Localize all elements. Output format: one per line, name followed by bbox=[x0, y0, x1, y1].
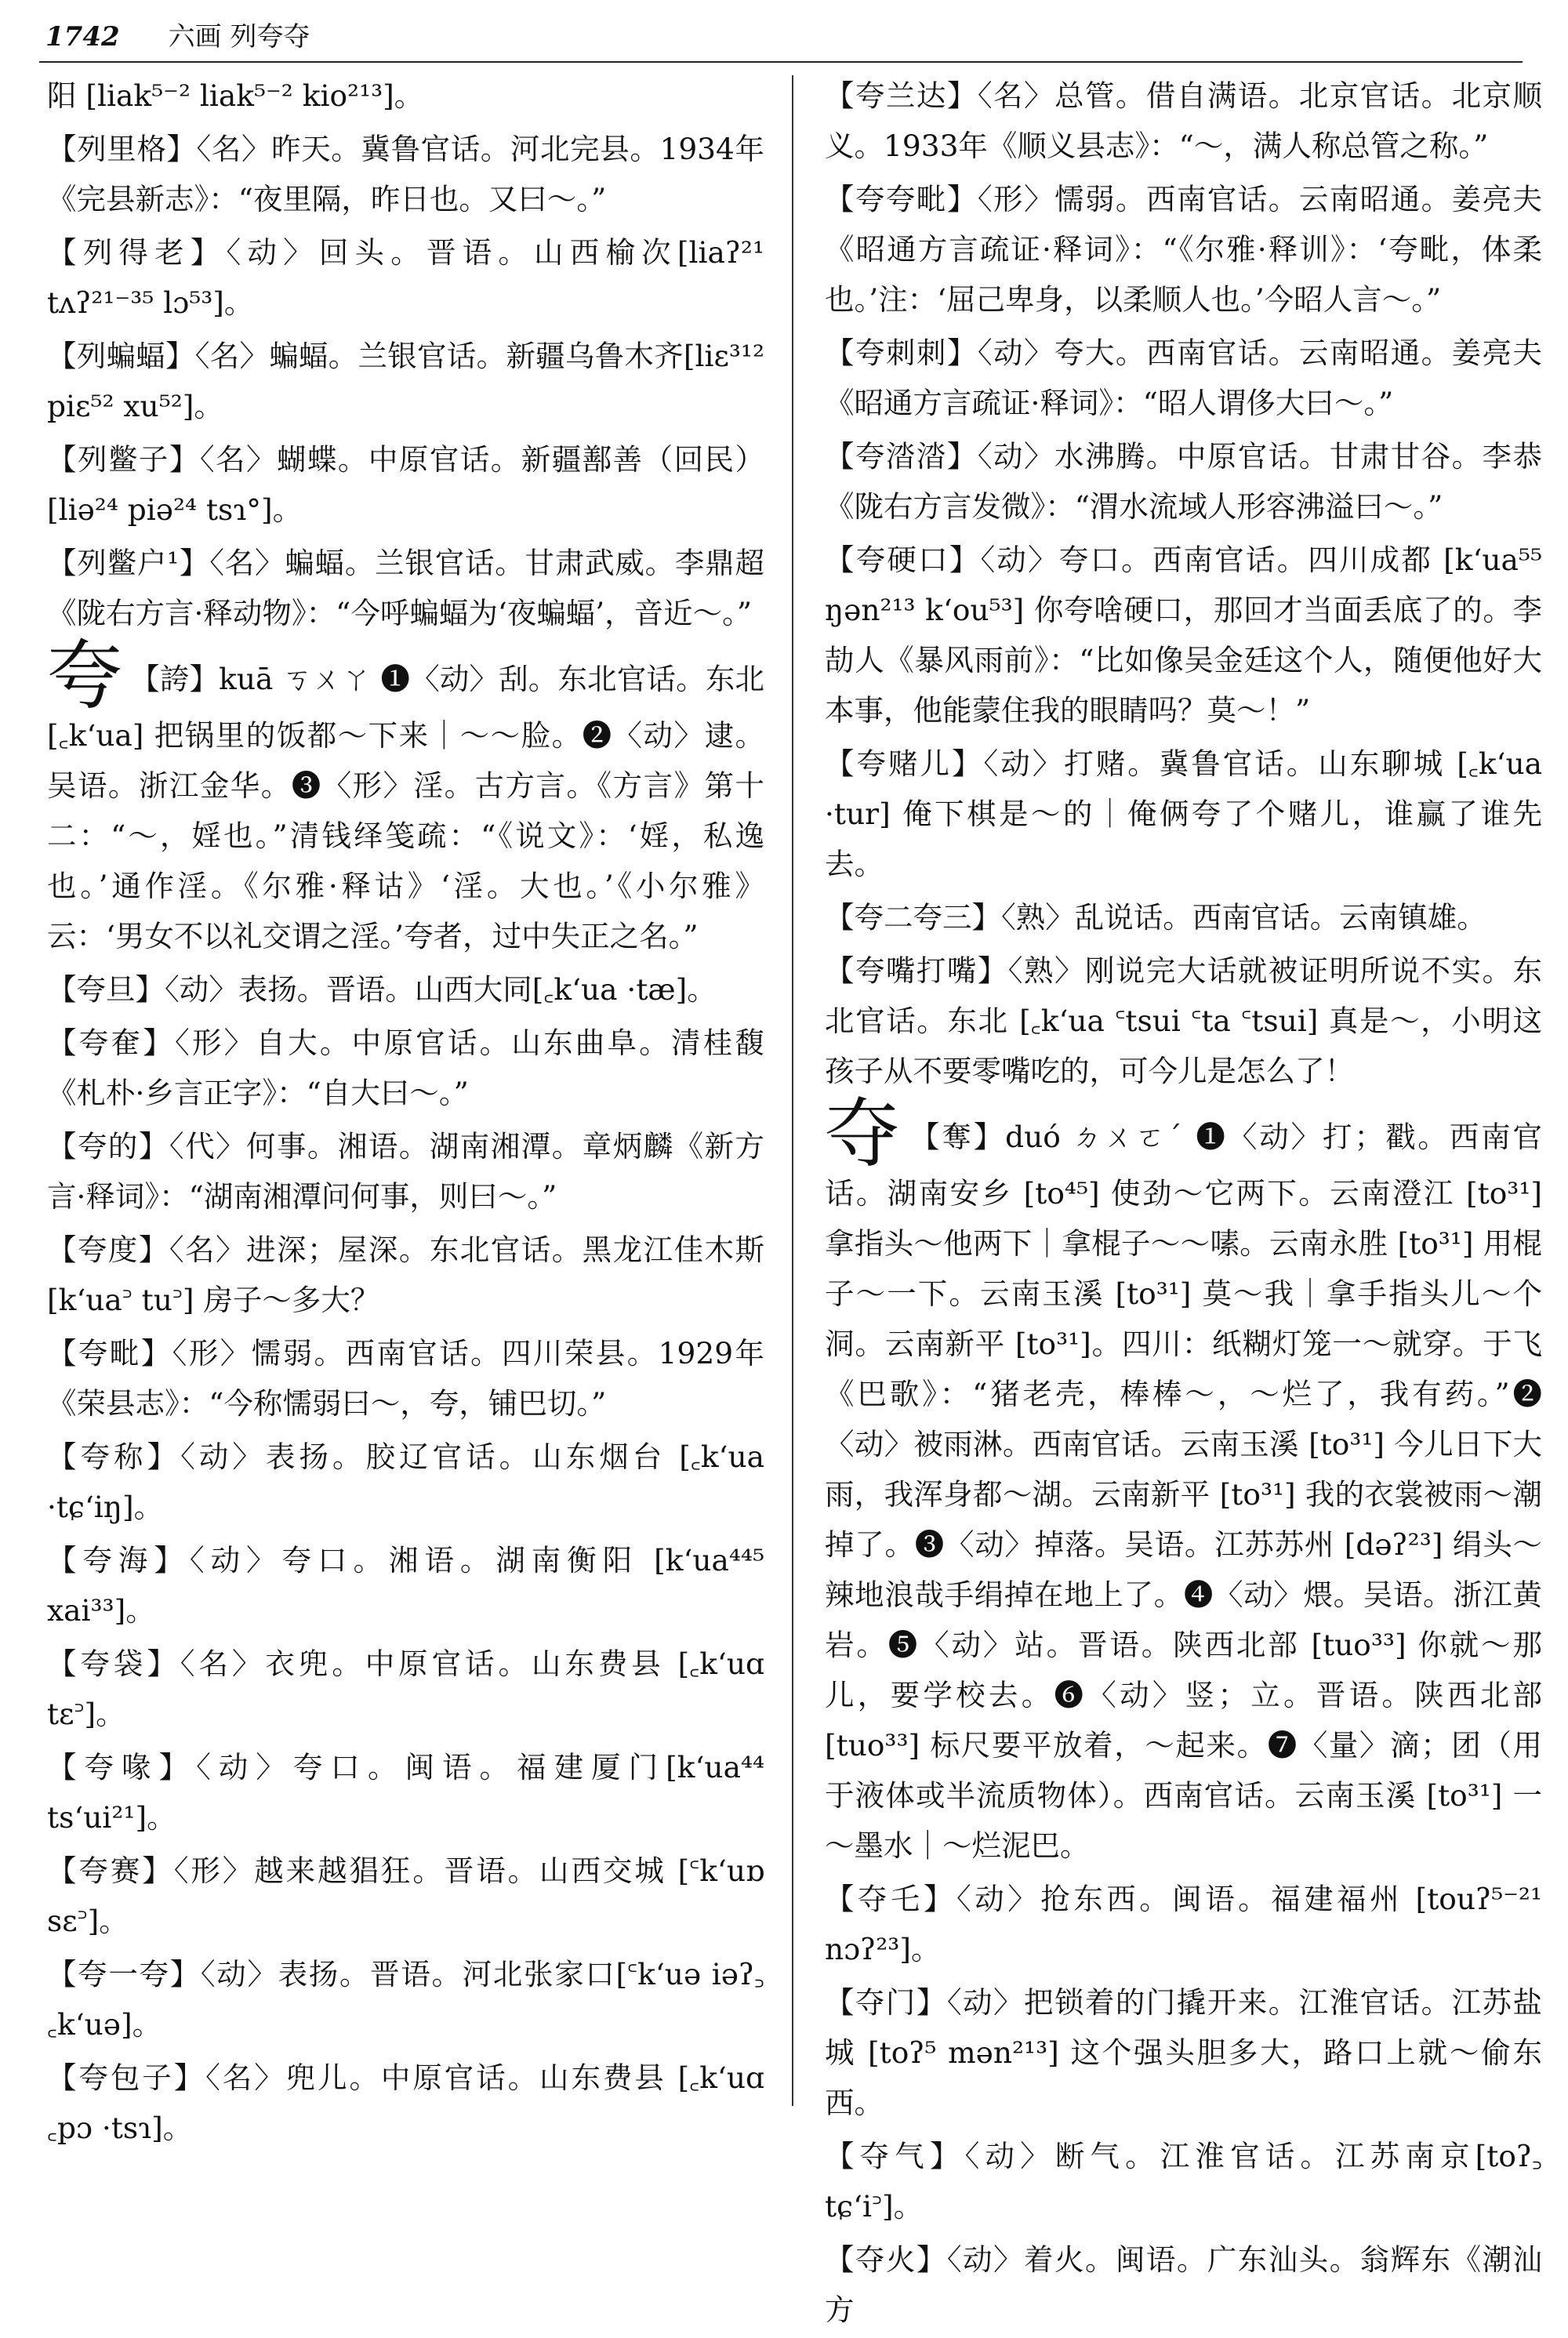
page-header bbox=[45, 17, 1519, 56]
dictionary-entry: 【夸夸毗】〈形〉懦弱。西南官话。云南昭通。姜亮夫《昭通方言疏证·释词》：“《尔雅·释训》：‘夸毗，体柔也。’注：‘屈己卑身，以柔顺人也。’今昭人言～。” bbox=[825, 182, 1542, 317]
dictionary-entry: 【夸嘴打嘴】〈熟〉刚说完大话就被证明所说不实。东北官话。东北 [꜀k‘ua ꜂tsui ꜂ta ꜂tsui] 真是～，小明这孩子从不要零嘴吃的，可今儿是怎么了！ bbox=[825, 953, 1542, 1088]
dictionary-entry: 【夸度】〈名〉进深；屋深。东北官话。黑龙江佳木斯[k‘ua꜄ tu꜄] 房子～多大？ bbox=[47, 1233, 764, 1317]
dictionary-entry: 【夸兰达】〈名〉总管。借自满语。北京官话。北京顺义。1933年《顺义县志》：“～，满人称总管之称。” bbox=[825, 78, 1542, 163]
dictionary-entry: 【夺门】〈动〉把锁着的门撬开来。江淮官话。江苏盐城 [toʔ⁵ mən²¹³] 这个强头胆多大，路口上就～偷东西。 bbox=[825, 1985, 1542, 2120]
dictionary-entry: 【夸赛】〈形〉越来越猖狂。晋语。山西交城 [꜂k‘uɒ sɛ꜄]。 bbox=[47, 1853, 764, 1938]
head-character: 夺 bbox=[825, 1090, 902, 1178]
dictionary-entry: 【列蝙蝠】〈名〉蝙蝠。兰银官话。新疆乌鲁木齐[liɛ³¹² piɛ⁵² xu⁵²]。 bbox=[47, 339, 764, 423]
column-divider bbox=[792, 75, 793, 2106]
dictionary-entry: 【夺火】〈动〉着火。闽语。广东汕头。翁辉东《潮汕方 bbox=[825, 2242, 1542, 2327]
dictionary-entry: 【夸二夸三】〈熟〉乱说话。西南官话。云南镇雄。 bbox=[825, 900, 1486, 935]
head-character-entry: 夸 【誇】kuā ㄎㄨㄚ ❶〈动〉刮。东北官话。东北[꜀k‘ua] 把锅里的饭都～下来｜～～脸。❷〈动〉逮。吴语。浙江金华。❸〈形〉淫。古方言。《方言》第十二：“～，婬也。”清钱绎笺疏：“《说文》：‘婬，私逸也。’通作淫。《尔雅·释诂》‘淫。大也。’《小尔雅》云：‘男女不以礼交谓之淫。’夸者，过中失正之名。” bbox=[47, 632, 765, 953]
right-column bbox=[825, 71, 1542, 2338]
dictionary-entry: 【夸袋】〈名〉衣兜。中原官话。山东费县 [꜀k‘uɑ tɛ꜄]。 bbox=[47, 1646, 764, 1731]
dictionary-entry: 【列鳖子】〈名〉蝴蝶。中原官话。新疆鄯善（回民）[liə²⁴ piə²⁴ tsɿ°]。 bbox=[47, 442, 764, 527]
section-title: 六画 列夸夺 bbox=[168, 21, 310, 53]
dictionary-entry: 【列得老】〈动〉回头。晋语。山西榆次[liaʔ²¹ tʌʔ²¹⁻³⁵ lɔ⁵³]。 bbox=[47, 235, 764, 320]
header-rule bbox=[39, 61, 1523, 63]
dictionary-entry: 【夺气】〈动〉断气。江淮官话。江苏南京[toʔ꜆ tɕ‘i꜄]。 bbox=[825, 2139, 1542, 2224]
dictionary-entry: 阳 [liak⁵⁻² liak⁵⁻² kio²¹³]。 bbox=[47, 78, 424, 113]
dictionary-entry: 【夺乇】〈动〉抢东西。闽语。福建福州 [touʔ⁵⁻²¹ nɔʔ²³]。 bbox=[825, 1882, 1542, 1966]
dictionary-entry: 【夸涾涾】〈动〉水沸腾。中原官话。甘肃甘谷。李恭《陇右方言发微》：“渭水流域人形容沸溢曰～。” bbox=[825, 439, 1542, 524]
dictionary-entry: 【夸赌儿】〈动〉打赌。冀鲁官话。山东聊城 [꜀k‘ua ·tur] 俺下棋是～的｜俺俩夸了个赌儿，谁赢了谁先去。 bbox=[825, 746, 1542, 881]
dictionary-entry: 【夸包子】〈名〉兜儿。中原官话。山东费县 [꜀k‘uɑ ꜀pɔ ·tsɿ]。 bbox=[47, 2060, 764, 2145]
dictionary-entry: 【夸刺刺】〈动〉夸大。西南官话。云南昭通。姜亮夫《昭通方言疏证·释词》：“昭人谓侈大曰～。” bbox=[825, 336, 1542, 420]
dictionary-entry: 【列里格】〈名〉昨天。冀鲁官话。河北完县。1934年《完县新志》：“夜里隔，昨日也。又曰～。” bbox=[47, 132, 764, 216]
dictionary-entry: 【夸旦】〈动〉表扬。晋语。山西大同[꜀k‘ua ·tæ]。 bbox=[47, 972, 717, 1007]
dictionary-entry: 【夸称】〈动〉表扬。胶辽官话。山东烟台 [꜀k‘ua ·tɕ‘iŋ]。 bbox=[47, 1439, 764, 1524]
dictionary-entry: 【夸硬口】〈动〉夸口。西南官话。四川成都 [k‘ua⁵⁵ ŋən²¹³ k‘ou⁵³] 你夸啥硬口，那回才当面丢底了的。李劼人《暴风雨前》：“比如像吴金廷这个人，随便他好大本事，他能蒙住我的眼睛吗？莫～！” bbox=[825, 543, 1542, 728]
dictionary-entry: 【夸的】〈代〉何事。湘语。湖南湘潭。章炳麟《新方言·释词》：“湖南湘潭问何事，则曰～。” bbox=[47, 1129, 764, 1214]
head-character: 夸 bbox=[47, 632, 123, 720]
dictionary-entry: 【列鳖户¹】〈名〉蝙蝠。兰银官话。甘肃武威。李鼎超《陇右方言·释动物》：“今呼蝙蝠为‘夜蝙蝠’，音近～。” bbox=[47, 546, 764, 630]
dictionary-entry: 【夸一夸】〈动〉表扬。晋语。河北张家口[꜂k‘uə iəʔ꜆ ꜀k‘uə]。 bbox=[47, 1957, 764, 2042]
head-character-entry: 夺 【奪】duó ㄉㄨㄛˊ ❶〈动〉打；戳。西南官话。湖南安乡 [to⁴⁵] 使劲～它两下。云南澄江 [to³¹] 拿指头～他两下｜拿棍子～～嗉。云南永胜 [to³¹] 用棍子～一下。云南玉溪 [to³¹] 莫～我｜拿手指头儿～个洞。云南新平 [to³¹]。四川：纸糊灯笼一～就穿。于飞《巴歌》：“猪老壳，棒棒～，～烂了，我有药。”❷〈动〉被雨淋。西南官话。云南玉溪 [to³¹] 今儿日下大雨，我浑身都～湖。云南新平 [to³¹] 我的衣裳被雨～潮掉了。❸〈动〉掉落。吴语。江苏苏州 [dəʔ²³] 绢头～辣地浪哉手绢掉在地上了。❹〈动〉煨。吴语。浙江黄岩。❺〈动〉站。晋语。陕西北部 [tuo³³] 你就～那儿，要学校去。❻〈动〉竖；立。晋语。陕西北部 [tuo³³] 标尺要平放着，～起来。❼〈量〉滴；团（用于液体或半流质物体）。西南官话。云南玉溪 [to³¹] 一～墨水｜～烂泥巴。 bbox=[825, 1090, 1543, 1863]
dictionary-entry: 【夸毗】〈形〉懦弱。西南官话。四川荣县。1929年《荣县志》：“今称懦弱曰～，夸，铺巴切。” bbox=[47, 1336, 764, 1421]
left-column bbox=[47, 71, 764, 2156]
dictionary-entry: 【夸海】〈动〉夸口。湘语。湖南衡阳 [k‘ua⁴⁴⁵ xai³³]。 bbox=[47, 1543, 764, 1628]
page-number: 1742 bbox=[45, 21, 120, 53]
dictionary-entry: 【夸奞】〈形〉自大。中原官话。山东曲阜。清桂馥《札朴·乡言正字》：“自大曰～。” bbox=[47, 1026, 764, 1110]
dictionary-entry: 【夸喙】〈动〉夸口。闽语。福建厦门[k‘ua⁴⁴ ts‘ui²¹]。 bbox=[47, 1750, 764, 1835]
